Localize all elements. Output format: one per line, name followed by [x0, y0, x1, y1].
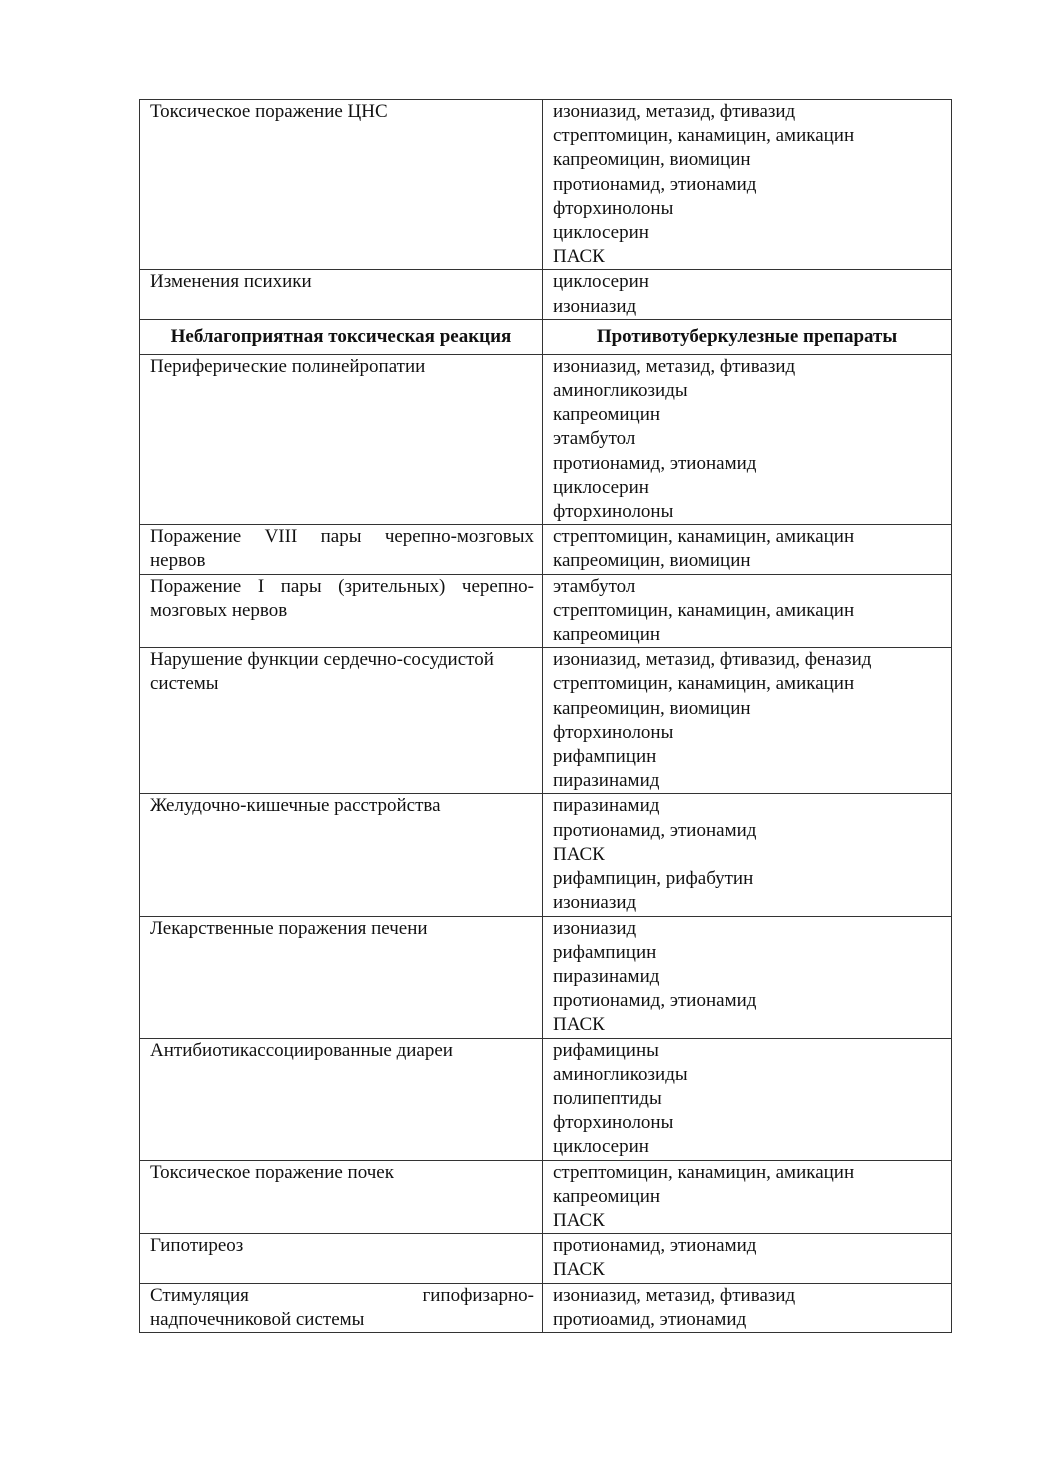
drug-line: фторхинолоны — [553, 501, 674, 523]
table-header-row — [140, 319, 952, 354]
drug-line: изониазид — [553, 892, 637, 914]
drug-line: капреомицин — [553, 624, 661, 646]
table-row — [140, 794, 952, 916]
drug-line: циклосерин — [553, 476, 649, 498]
drugs-cell — [543, 1038, 952, 1160]
drugs-cell — [543, 1234, 952, 1283]
drugs-cell — [543, 1283, 952, 1332]
drug-line: капреомицин — [553, 1185, 661, 1207]
table-row — [140, 1160, 952, 1234]
drugs-cell — [543, 354, 952, 524]
table-row — [140, 270, 952, 319]
drug-line: этамбутол — [553, 428, 636, 450]
drug-line: протионамид, этионамид — [553, 1235, 757, 1257]
reaction-line: надпочечниковой системы — [150, 1308, 365, 1330]
drug-line: протиоамид, этионамид — [553, 1308, 747, 1330]
drug-line: стрептомицин, канамицин, амикацин — [553, 1161, 855, 1183]
drug-line: изониазид, метазид, фтивазид, феназид — [553, 649, 872, 671]
drug-line: рифампицин, рифабутин — [553, 868, 754, 890]
reaction-cell: Токсическое поражение ЦНС — [140, 100, 543, 270]
reaction-cell: Поражение VIII пары черепно-мозговых нервов — [140, 525, 543, 574]
reaction-cell: Изменения психики — [140, 270, 543, 319]
header-drugs: Противотуберкулезные препараты — [543, 319, 952, 354]
reaction-cell: Гипотиреоз — [140, 1234, 543, 1283]
table-row — [140, 1283, 952, 1332]
drugs-cell — [543, 525, 952, 574]
drugs-cell — [543, 574, 952, 648]
drug-line: рифампицин — [553, 941, 657, 963]
drug-line: изониазид — [553, 917, 637, 939]
drug-line: рифамицины — [553, 1039, 659, 1061]
drug-line: циклосерин — [553, 271, 649, 293]
drug-line: циклосерин — [553, 222, 649, 244]
drug-line: фторхинолоны — [553, 197, 674, 219]
reaction-cell — [140, 1283, 543, 1332]
drug-line: этамбутол — [553, 575, 636, 597]
drug-line: стрептомицин, канамицин, амикацин — [553, 673, 855, 695]
drug-line: капреомицин, виомицин — [553, 149, 751, 171]
drugs-cell — [543, 1160, 952, 1234]
drug-line: стрептомицин, канамицин, амикацин — [553, 125, 855, 147]
drug-line: ПАСК — [553, 1209, 605, 1231]
drug-line: полипептиды — [553, 1087, 662, 1109]
drug-line: пиразинамид — [553, 795, 660, 817]
drug-line: пиразинамид — [553, 770, 660, 792]
reaction-cell: Желудочно-кишечные расстройства — [140, 794, 543, 916]
reaction-part: Стимуляция — [150, 1284, 249, 1306]
drug-line: капреомицин — [553, 404, 661, 426]
drugs-cell — [543, 794, 952, 916]
header-reaction: Неблагоприятная токсическая реакция — [140, 319, 543, 354]
drug-line: протионамид, этионамид — [553, 990, 757, 1012]
drug-line: ПАСК — [553, 843, 605, 865]
drug-line: изониазид, метазид, фтивазид — [553, 101, 796, 122]
reaction-cell: Токсическое поражение почек — [140, 1160, 543, 1234]
drug-line: циклосерин — [553, 1136, 649, 1158]
drug-line: ПАСК — [553, 1014, 605, 1036]
drug-line: изониазид — [553, 295, 637, 317]
drug-line: аминогликозиды — [553, 380, 688, 402]
drug-line: стрептомицин, канамицин, амикацин — [553, 526, 855, 548]
drugs-cell — [543, 648, 952, 794]
drug-line: ПАСК — [553, 1259, 605, 1281]
table-row — [140, 916, 952, 1038]
reaction-cell: Периферические полинейропатии — [140, 354, 543, 524]
table-row — [140, 100, 952, 270]
drugs-cell — [543, 916, 952, 1038]
drug-line: протионамид, этионамид — [553, 452, 757, 474]
drug-line: фторхинолоны — [553, 721, 674, 743]
reaction-cell: Нарушение функции сердечно-сосудистой системы — [140, 648, 543, 794]
drugs-cell — [543, 100, 952, 270]
drug-line: ПАСК — [553, 246, 605, 268]
drugs-cell — [543, 270, 952, 319]
table-row — [140, 525, 952, 574]
table-row — [140, 1038, 952, 1160]
table-row — [140, 648, 952, 794]
drug-line: изониазид, метазид, фтивазид — [553, 355, 796, 377]
reaction-cell: Лекарственные поражения печени — [140, 916, 543, 1038]
drug-line: капреомицин, виомицин — [553, 550, 751, 572]
table-row — [140, 354, 952, 524]
table-row — [140, 574, 952, 648]
table-row — [140, 1234, 952, 1283]
drug-line: пиразинамид — [553, 965, 660, 987]
reaction-cell: Антибиотикассоциированные диареи — [140, 1038, 543, 1160]
drug-line: протионамид, этионамид — [553, 819, 757, 841]
drug-line: капреомицин, виомицин — [553, 697, 751, 719]
reaction-cell: Поражение I пары (зрительных) черепно-мозговых нервов — [140, 574, 543, 648]
drug-line: протионамид, этионамид — [553, 173, 757, 195]
drug-line: рифампицин — [553, 746, 657, 768]
drug-line: фторхинолоны — [553, 1112, 674, 1134]
drug-line: изониазид, метазид, фтивазид — [553, 1284, 796, 1306]
drug-line: стрептомицин, канамицин, амикацин — [553, 599, 855, 621]
adverse-reactions-table — [139, 99, 952, 1333]
drug-line: аминогликозиды — [553, 1063, 688, 1085]
reaction-part: гипофизарно- — [422, 1284, 534, 1306]
